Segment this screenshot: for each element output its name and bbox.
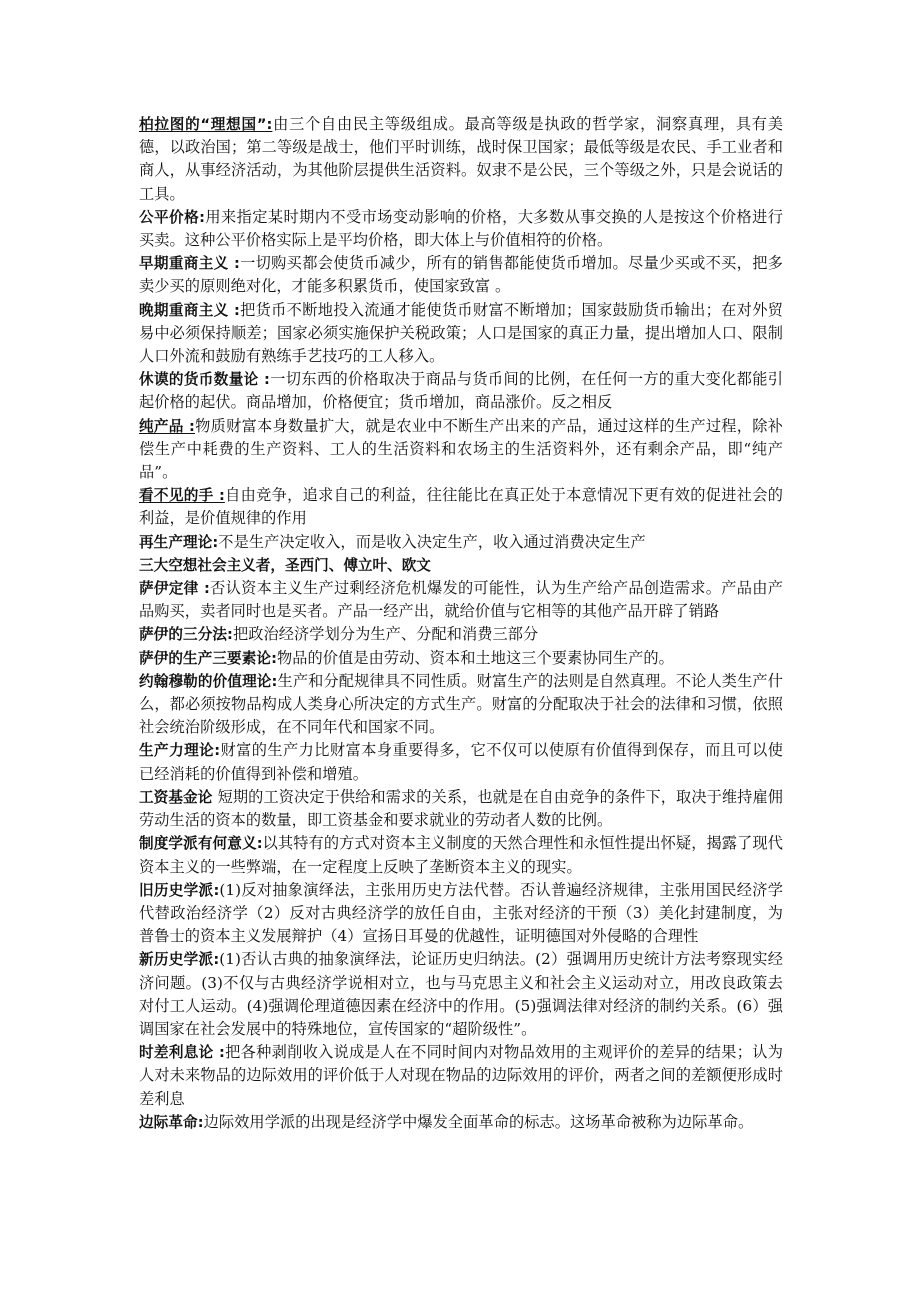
entry-body: 以其特有的方式对资本主义制度的天然合理性和永恒性提出怀疑，揭露了现代资本主义的一些弊端，在一定程度上反映了垄断资本主义的现实。 (139, 834, 783, 876)
entry-term: 时差利息论 : (139, 1044, 225, 1062)
entry-body: 物品的价值是由劳动、资本和土地这三个要素协同生产的。 (276, 648, 674, 667)
entry-term: 看不见的手 : (139, 487, 225, 505)
entry-reproduction-theory (139, 531, 783, 554)
entry-term: 约翰穆勒的价值理论: (139, 672, 278, 690)
entry-term: 工资基金论 (139, 788, 218, 806)
entry-body: 由三个自由民主等级组成。最高等级是执政的哲学家，洞察真理，具有美德，以政治国；第二等级是战士，他们平时训练，战时保卫国家；最低等级是农民、手工业者和商人，从事经济活动，为其他阶层提供生活资料。奴隶不是公民，三个等级之外，只是会说话的工具。 (139, 115, 783, 203)
entry-say-trichotomy (139, 623, 783, 646)
entry-body: 物质财富本身数量扩大，就是农业中不断生产出来的产品，通过这样的生产过程，除补偿生产中耗费的生产资料、工人的生活资料和农场主的生活资料外，还有剩余产品，即“纯产品”。 (139, 416, 783, 482)
entry-term: 柏拉图的“理想国”: (139, 116, 273, 133)
entry-early-mercantilism (139, 252, 783, 298)
entry-term: 萨伊的三分法: (139, 626, 233, 644)
entry-body: (1)反对抽象演绎法，主张用历史方法代替。否认普遍经济规律，主张用国民经济学代替政治经济学（2）反对古典经济学的放任自由，主张对经济的干预（3）美化封建制度，为普鲁士的资本主义发展辩护（4）宣扬日耳曼的优越性，证明德国对外侵略的合理性 (139, 880, 783, 946)
entry-term: 萨伊定律 : (139, 580, 210, 598)
entry-body: 自由竞争，追求自己的利益，往往能比在真正处于本意情况下更有效的促进社会的利益，是价值规律的作用 (139, 486, 783, 528)
entry-term: 公平价格: (139, 208, 206, 226)
entry-term: 休谟的货币数量论 : (139, 371, 270, 389)
entry-term: 晚期重商主义 : (139, 301, 240, 319)
entry-late-mercantilism (139, 299, 783, 369)
entry-term: 早期重商主义 : (139, 255, 240, 273)
entry-term: 纯产品 : (139, 417, 195, 435)
entry-body: 一切东西的价格取决于商品与货币间的比例，在任何一方的重大变化都能引起价格的起伏。商品增加，价格便宜；货币增加，商品涨价。反之相反 (139, 370, 784, 412)
entry-body: 不是生产决定收入，而是收入决定生产，收入通过消费决定生产 (218, 532, 646, 551)
entry-term: 再生产理论: (139, 533, 219, 551)
entry-body: 一切购买都会使货币减少，所有的销售都能使货币增加。尽量少买或不买，把多卖少买的原则绝对化，才能多积累货币，使国家致富 。 (139, 254, 783, 296)
entry-say-law (139, 577, 783, 623)
entry-term: 新历史学派: (139, 951, 220, 969)
entry-term: 萨伊的生产三要素论: (139, 649, 277, 667)
entry-term: 旧历史学派: (139, 881, 220, 899)
utopian-socialists-heading: 三大空想社会主义者，圣西门、傅立叶、欧文 (139, 556, 431, 574)
entry-body: 生产和分配规律具不同性质。财富生产的法则是自然真理。不论人类生产什么，都必须按物品构成人类身心所决定的方式生产。财富的分配取决于社会的法律和习惯，依照社会统治阶级形成，在不同年代和国家不同。 (139, 671, 783, 737)
entry-mill-value-theory (139, 670, 783, 740)
entry-invisible-hand (139, 484, 783, 530)
entry-ideal-state (139, 113, 783, 206)
entry-body: 用来指定某时期内不受市场变动影响的价格，大多数从事交换的人是按这个价格进行买卖。这种公平价格实际上是平均价格，即大体上与价值相符的价格。 (139, 207, 783, 250)
entry-body: 财富的生产力比财富本身重要得多，它不仅可以使原有价值得到保存，而且可以使已经消耗的价值得到补偿和增殖。 (139, 741, 783, 783)
entry-net-product (139, 415, 783, 485)
entry-hume-quantity-theory (139, 368, 783, 414)
entry-body: 把各种剥削收入说成是人在不同时间内对物品效用的主观评价的差异的结果；认为人对未来物品的边际效用的评价低于人对现在物品的边际效用的评价，两者之间的差额便形成时差利息 (139, 1043, 783, 1108)
entry-body: 短期的工资决定于供给和需求的关系，也就是在自由竞争的条件下，取决于维持雇佣劳动生活的资本的数量，即工资基金和要求就业的劳动者人数的比例。 (139, 787, 784, 830)
entry-productive-forces (139, 739, 783, 785)
entry-body: (1)否认古典的抽象演绎法，论证历史归纳法。(2）强调用历史统计方法考察现实经济问题。(3)不仅与古典经济学说相对立，也与马克思主义和社会主义运动对立，用改良政策去对付工人运动。(4)强调伦理道德因素在经济中的作用。(5)强调法律对经济的制约关系。(6）强调国家在社会发展中的特殊地位，宣传国家的“超阶级性”。 (139, 950, 783, 1038)
entry-new-historical-school (139, 948, 783, 1041)
entry-fair-price (139, 206, 783, 252)
entry-old-historical-school (139, 879, 783, 949)
entry-wage-fund (139, 786, 783, 832)
document-page (139, 113, 783, 1134)
entry-term: 边际革命: (139, 1113, 204, 1131)
entry-body: 把政治经济学划分为生产、分配和消费三部分 (232, 625, 539, 644)
entry-term: 制度学派有何意义: (139, 835, 263, 853)
entry-marginal-revolution (139, 1111, 783, 1134)
entry-term: 生产力理论: (139, 742, 221, 760)
entry-time-preference-interest (139, 1041, 783, 1111)
entry-body: 边际效用学派的出现是经济学中爆发全面革命的标志。这场革命被称为边际革命。 (203, 1112, 754, 1131)
entry-body: 把货币不断地投入流通才能使货币财富不断增加；国家鼓励货币输出；在对外贸易中必须保持顺差；国家必须实施保护关税政策；人口是国家的真正力量，提出增加人口、限制人口外流和鼓励有熟练手艺技巧的工人移入。 (139, 300, 783, 366)
entry-body: 否认资本主义生产过剩经济危机爆发的可能性，认为生产给产品创造需求。产品由产品购买，卖者同时也是买者。产品一经产出，就给价值与它相等的其他产品开辟了销路 (139, 579, 783, 621)
entry-institutional-school (139, 832, 783, 878)
entry-say-three-factors (139, 647, 783, 670)
